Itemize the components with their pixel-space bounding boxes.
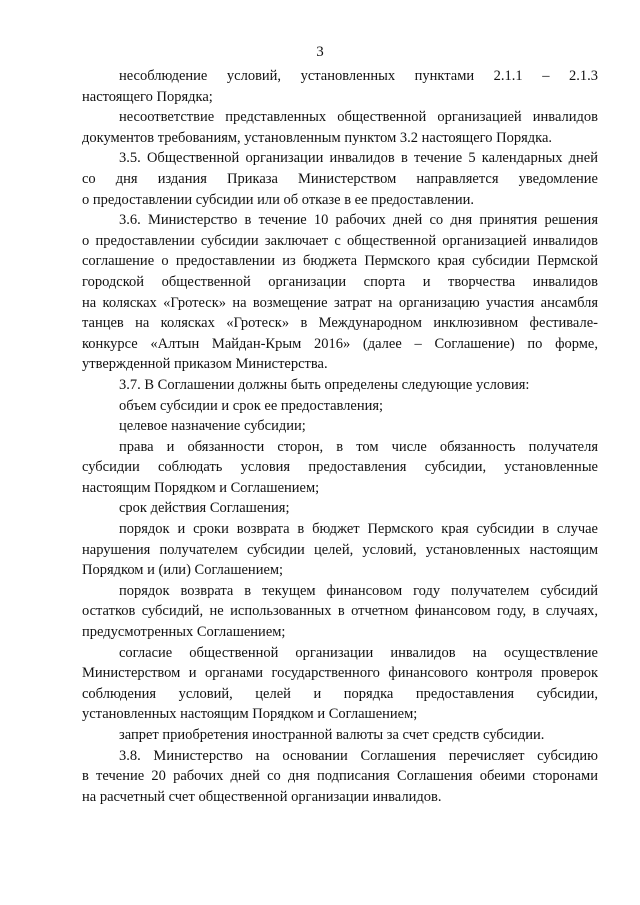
text-line: 3.6. Министерство в течение 10 рабочих дней со дня принятия решения — [119, 212, 598, 229]
text-line: городской общественной организации спорта и творчества инвалидов — [82, 273, 598, 290]
text-line: несоблюдение условий, установленных пунктами 2.1.1 – 2.1.3 — [119, 68, 598, 84]
text-line: на расчетный счет общественной организации инвалидов. — [82, 788, 442, 805]
text-line: Министерством и органами государственного финансового контроля проверок — [82, 665, 598, 682]
text-line: конкурсе «Алтын Майдан-Крым 2016» (далее – Соглашение) по форме, — [82, 335, 598, 352]
text-line: права и обязанности сторон, в том числе обязанность получателя — [119, 438, 598, 455]
text-line: о предоставлении субсидии или об отказе в ее предоставлении. — [82, 191, 475, 208]
text-line: 3.7. В Соглашении должны быть определены следующие условия: — [119, 376, 530, 393]
text-line: остатков субсидий, не использованных в отчетном финансовом году, в случаях, — [82, 603, 598, 620]
text-line: несоответствие представленных общественной организацией инвалидов — [119, 109, 598, 126]
text-line: субсидии соблюдать условия предоставления субсидии, установленные — [82, 459, 598, 476]
text-line: утвержденной приказом Министерства. — [82, 356, 328, 373]
text-line: целевое назначение субсидии; — [119, 418, 306, 435]
text-line: согласие общественной организации инвалидов на осуществление — [119, 644, 598, 661]
text-line: 3.8. Министерство на основании Соглашения перечисляет субсидию — [119, 747, 598, 764]
text-line: 3.5. Общественной организации инвалидов в течение 5 календарных дней — [119, 150, 598, 167]
text-line: порядок возврата в текущем финансовом году получателем субсидий — [119, 582, 598, 599]
text-line: настоящим Порядком и Соглашением; — [82, 479, 320, 496]
text-line: со дня издания Приказа Министерством направляется уведомление — [82, 170, 598, 187]
text-line: соблюдения условий, целей и порядка предоставления субсидии, — [82, 685, 598, 702]
text-line: документов требованиям, установленным пунктом 3.2 настоящего Порядка. — [82, 129, 553, 146]
text-line: нарушения получателем субсидии целей, условий, установленных настоящим — [82, 541, 598, 558]
text-line: объем субсидии и срок ее предоставления; — [119, 397, 384, 414]
text-line: настоящего Порядка; — [82, 88, 213, 105]
text-line: порядок и сроки возврата в бюджет Пермского края субсидии в случае — [119, 521, 598, 538]
document-body — [82, 66, 598, 807]
text-line: о предоставлении субсидии заключает с общественной организацией инвалидов — [82, 232, 598, 249]
text-line: соглашение о предоставлении из бюджета Пермского края субсидии Пермской — [82, 253, 598, 270]
text-line: запрет приобретения иностранной валюты за счет средств субсидии. — [119, 727, 545, 743]
text-line: танцев на колясках «Гротеск» в Международном инклюзивном фестивале- — [82, 315, 598, 332]
page-number: 3 — [316, 44, 324, 60]
text-line: предусмотренных Соглашением; — [82, 624, 286, 641]
text-line: установленных настоящим Порядком и Соглашением; — [82, 706, 418, 723]
text-line: на колясках «Гротеск» на возмещение затрат на организацию участия ансамбля — [82, 294, 598, 311]
text-line: в течение 20 рабочих дней со дня подписания Соглашения обеими сторонами — [82, 768, 598, 785]
text-line: Порядком и (или) Соглашением; — [82, 562, 284, 579]
text-line: срок действия Соглашения; — [119, 500, 290, 517]
